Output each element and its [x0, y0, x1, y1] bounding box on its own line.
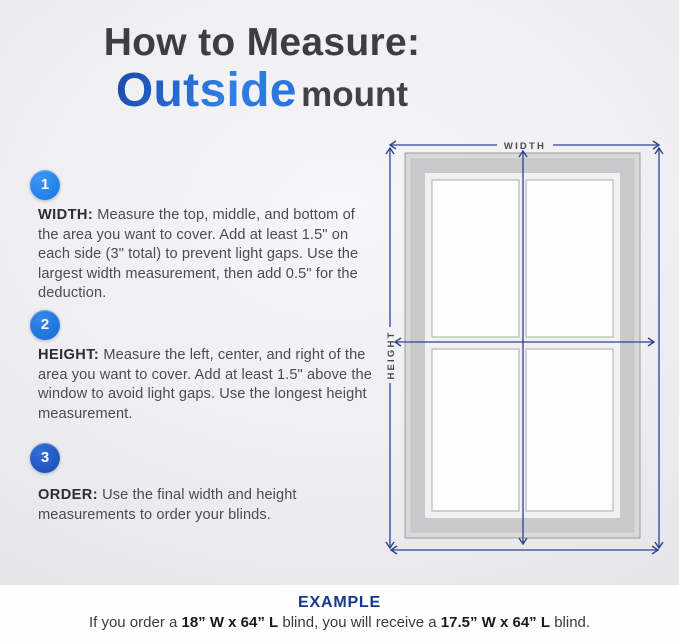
window-pane-top-right — [526, 180, 613, 337]
example-title: EXAMPLE — [298, 594, 381, 611]
step-3-text: Use the final width and height measurements to order your blinds. — [38, 487, 297, 523]
step-1-text: Measure the top, middle, and bottom of the area you want to cover. Add at least 1.5" on each side (3" total) to prevent light gaps. Use the largest width measurement, then add 0.5" for the deduction. — [38, 207, 359, 302]
example-received-size: 17.5” W x 64” L — [440, 614, 551, 631]
width-label: WIDTH — [503, 141, 547, 152]
page-header — [40, 22, 484, 127]
window-pane-top-left — [432, 180, 519, 337]
step-2-badge: 2 — [30, 310, 60, 340]
height-label: HEIGHT — [386, 330, 397, 380]
example-prefix: If you order a — [88, 614, 178, 631]
step-1-instructions — [38, 206, 372, 304]
mount-type-rest: mount — [301, 75, 409, 114]
step-2-text: Measure the left, center, and right of the area you want to cover. Add at least 1.5" above the window to avoid light gaps. Use the longest height measurement. — [38, 347, 372, 422]
window-pane-bottom-left — [432, 349, 519, 511]
step-3-label: ORDER: — [38, 487, 98, 503]
example-text — [0, 614, 679, 631]
step-2-label: HEIGHT: — [38, 347, 100, 363]
step-3-instructions — [38, 486, 368, 525]
mount-type-highlight: Outside — [115, 64, 297, 117]
example-section — [0, 585, 679, 644]
example-suffix: blind. — [554, 614, 591, 631]
step-1-label: WIDTH: — [38, 207, 94, 223]
window-pane-bottom-right — [526, 349, 613, 511]
example-ordered-size: 18” W x 64” L — [181, 614, 279, 631]
window-measure-diagram — [378, 128, 674, 580]
page-subtitle — [40, 66, 484, 127]
page-title: How to Measure: — [103, 21, 421, 64]
step-1-badge: 1 — [30, 170, 60, 200]
example-middle: blind, you will receive a — [282, 614, 437, 631]
step-2-instructions — [38, 346, 378, 424]
step-3-badge: 3 — [30, 443, 60, 473]
